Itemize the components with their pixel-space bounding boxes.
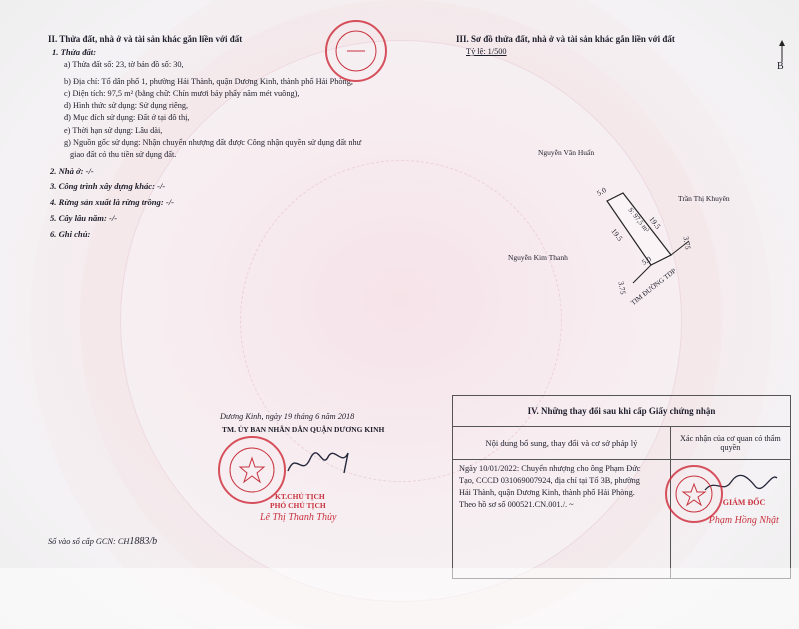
land-line-dd: đ) Mục đích sử dụng: Đất ở tại đô thị, [64,113,190,122]
chairman-signature [282,447,362,479]
neighbor-left: Nguyễn Kim Thanh [508,253,568,262]
land-line-g: g) Nguồn gốc sử dụng: Nhận chuyển nhượng đất được Công nhận quyền sử dụng đất như [64,138,362,147]
land-line-a: a) Thửa đất số: 23, tờ bản đồ số: 30, [64,60,184,69]
item-house: 2. Nhà ở: -/- [50,166,94,176]
section-2-title: II. Thửa đất, nhà ở và tài sản khác gắn liền với đất [48,34,243,44]
director-role: GIÁM ĐỐC [722,498,766,507]
changes-title: IV. Những thay đổi sau khi cấp Giấy chứng nhận [453,396,791,427]
plot-bottom-width: 5.0 [640,254,653,267]
signer-role-2: PHÓ CHỦ TỊCH [270,501,326,510]
plot-side-1: 19.5 [647,214,663,231]
col-content-header: Nội dung bổ sung, thay đổi và cơ sở pháp lý [453,427,671,460]
north-label: B [777,61,784,72]
item-other-construction: 3. Công trình xây dựng khác: -/- [50,181,166,191]
change-entry [453,460,671,579]
director-name: Phạm Hồng Nhật [708,515,779,526]
item-forest: 4. Rừng sản xuất là rừng trồng: -/- [50,197,174,207]
land-line-b: b) Địa chỉ: Tổ dân phố 1, phường Hải Thành, quận Dương Kinh, thành phố Hải Phòng, [64,77,353,86]
office-stamp-seal [327,22,385,80]
plot-diagram [585,185,695,305]
registry-number: 1883/b [129,536,158,547]
road-line-1 [633,265,651,283]
office-stamp [325,20,387,82]
branch-seal [665,465,723,523]
road-label: TIM ĐƯỜNG TDP [629,266,678,308]
land-heading: 1. Thửa đất: [52,47,97,57]
plot-area: S: 97,5 m² [626,206,651,234]
plot-edge-b: 3.75 [616,280,628,296]
item-perennial: 5. Cây lâu năm: -/- [50,213,118,223]
change-entry-line-3: Hải Thành, quận Dương Kinh, thành phố Hải Phòng. [459,488,635,497]
neighbor-right: Trần Thị Khuyên [678,194,730,203]
land-line-d: d) Hình thức sử dụng: Sử dụng riêng, [64,101,189,110]
plot-edge-a: 3.75 [681,235,693,251]
plot-top-width: 5.0 [595,185,608,198]
north-arrow-icon [778,40,786,62]
signer-name: Lê Thị Thanh Thủy [260,512,337,523]
signer-role: KT.CHỦ TỊCH [275,492,325,501]
section-3-title: III. Sơ đồ thửa đất, nhà ở và tài sản khác gắn liền với đất [456,34,675,44]
changes-table [452,395,791,579]
plot-side-2: 19.5 [609,226,625,243]
col-confirm-header: Xác nhận của cơ quan có thẩm quyền [670,427,790,460]
land-line-c: c) Diện tích: 97,5 m² (bằng chữ: Chín mươi bảy phẩy năm mét vuông), [64,89,300,98]
change-entry-line-2: Tạo, CCCD 031069007924, địa chỉ tại Tổ 3B, phường [459,476,640,485]
item-note: 6. Ghi chú: [50,229,91,239]
scan-margin-bottom [0,568,799,629]
neighbor-top: Nguyễn Văn Huấn [538,148,595,157]
registry-label: Số vào sổ cấp GCN: CH1883/b [48,536,158,547]
branch-seal-emblem [667,467,721,521]
change-entry-line-1: Ngày 10/01/2022: Chuyển nhượng cho ông Phạm Đức [459,464,641,473]
map-scale: Tỷ lệ: 1/500 [466,47,507,56]
land-line-g2: giao đất có thu tiền sử dụng đất. [70,150,177,159]
signing-date: Dương Kinh, ngày 19 tháng 6 năm 2018 [220,412,355,421]
change-entry-line-4: Theo hồ sơ số 000521.CN.001./. ~ [459,500,574,509]
land-line-e: e) Thời hạn sử dụng: Lâu dài, [64,126,163,135]
issuing-authority: TM. ỦY BAN NHÂN DÂN QUẬN DƯƠNG KINH [222,425,385,434]
